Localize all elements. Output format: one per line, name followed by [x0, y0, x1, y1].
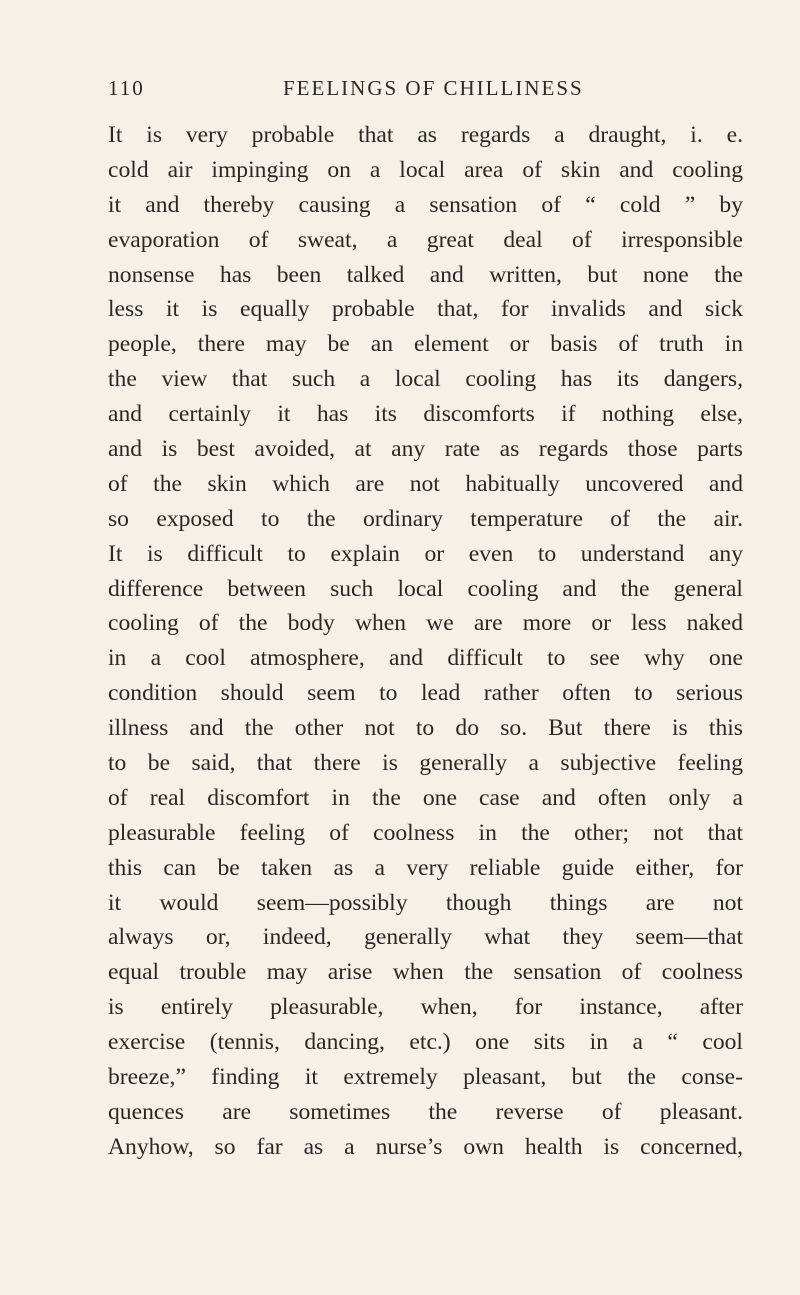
text-line: less it is equally probable that, for invalids and sick — [108, 296, 743, 323]
body-paragraph — [108, 118, 743, 1165]
page-number: 110 — [108, 76, 145, 100]
text-line: it and thereby causing a sensation of “ cold ” by — [108, 191, 743, 218]
text-line: it would seem—possibly though things are not — [108, 889, 743, 916]
text-line: evaporation of sweat, a great deal of irresponsible — [108, 226, 743, 253]
text-line: in a cool atmosphere, and difficult to see why one — [108, 645, 743, 672]
text-line: Anyhow, so far as a nurse’s own health is concerned, — [108, 1133, 743, 1160]
text-line: It is very probable that as regards a draught, i. e. — [108, 122, 743, 148]
text-line: pleasurable feeling of coolness in the other; not that — [108, 819, 743, 846]
text-line: the view that such a local cooling has its dangers, — [108, 366, 743, 393]
text-line: and certainly it has its discomforts if nothing else, — [108, 401, 743, 428]
text-line: cold air impinging on a local area of skin and cooling — [108, 156, 743, 183]
text-line: of the skin which are not habitually uncovered and — [108, 470, 743, 497]
text-line: It is difficult to explain or even to understand any — [108, 540, 743, 567]
text-line: condition should seem to lead rather often to serious — [108, 680, 743, 707]
text-line: and is best avoided, at any rate as regards those parts — [108, 436, 743, 463]
text-line: of real discomfort in the one case and often only a — [108, 784, 743, 811]
text-line: nonsense has been talked and written, but none the — [108, 261, 743, 288]
text-line: people, there may be an element or basis of truth in — [108, 331, 743, 358]
text-line: is entirely pleasurable, when, for instance, after — [108, 994, 743, 1021]
text-line: quences are sometimes the reverse of pleasant. — [108, 1098, 743, 1125]
text-line: to be said, that there is generally a subjective feeling — [108, 750, 743, 777]
running-title: FEELINGS OF CHILLINESS — [283, 76, 584, 100]
text-line: equal trouble may arise when the sensation of coolness — [108, 959, 743, 986]
text-line: illness and the other not to do so. But there is this — [108, 715, 743, 742]
text-line: always or, indeed, generally what they seem—that — [108, 924, 743, 951]
text-line: so exposed to the ordinary temperature of the air. — [108, 505, 743, 532]
text-line: cooling of the body when we are more or less naked — [108, 610, 743, 637]
running-header — [108, 76, 591, 108]
text-line: breeze,” finding it extremely pleasant, but the conse- — [108, 1064, 743, 1091]
text-line: difference between such local cooling and the general — [108, 575, 743, 602]
text-line: this can be taken as a very reliable guide either, for — [108, 854, 743, 881]
text-line: exercise (tennis, dancing, etc.) one sits in a “ cool — [108, 1029, 743, 1056]
